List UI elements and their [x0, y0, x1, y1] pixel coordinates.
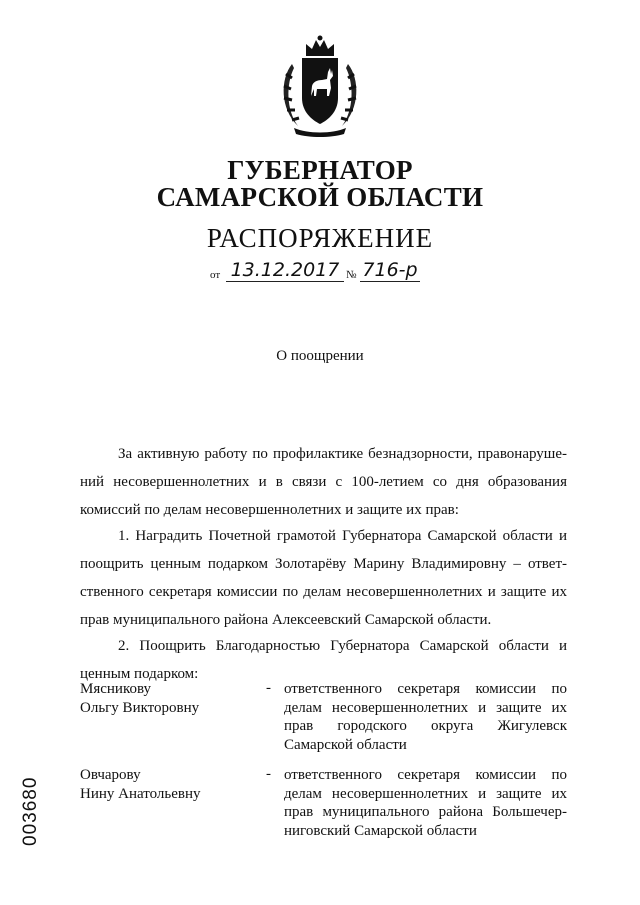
number-prefix-label: № — [346, 269, 357, 281]
document-type-title: РАСПОРЯЖЕНИЕ — [206, 223, 434, 253]
item1-line-4: прав муниципального района Алексеевский Самарской области. — [80, 612, 492, 628]
recipient-2-given-names: Нину Анатольевну — [80, 786, 201, 802]
intro-line-2: ний несовершеннолетних и в связи с 100-летием со дня образования — [80, 474, 567, 490]
recipient-1-role-line-3: прав городского округа Жигулевск — [284, 718, 567, 734]
recipient-1-role-line-4: Самарской области — [284, 736, 407, 753]
recipient-2-role — [284, 766, 567, 840]
samara-coat-of-arms-icon — [272, 34, 368, 138]
recipient-2-surname: Овчарову — [80, 767, 141, 783]
date-prefix-label: от — [210, 269, 221, 281]
item1-line-1: 1. Наградить Почетной грамотой Губернатора Самарской области и — [118, 528, 567, 544]
intro-line-3: комиссий по делам несовершеннолетних и защите их прав: — [80, 502, 459, 518]
recipient-1-role-line-1: ответственного секретаря комиссии по — [284, 681, 567, 697]
recipient-1-role — [284, 680, 567, 754]
recipient-1-role-line-2: делам несовершеннолетних и защите их — [284, 699, 567, 716]
recipient-2-role-line-2: делам несовершеннолетних и защите их — [284, 785, 567, 802]
recipient-1-name — [80, 680, 199, 718]
recipient-1-dash: - — [266, 680, 271, 696]
item2-line-1: 2. Поощрить Благодарностью Губернатора Самарской области и — [118, 638, 567, 654]
recipient-1-given-names: Ольгу Викторовну — [80, 700, 200, 716]
item1-line-3: ственного секретаря комиссии по делам несовершеннолетних и защите их — [80, 584, 567, 600]
item2-line-2: ценным подарком: — [80, 666, 199, 682]
authority-title-line1: ГУБЕРНАТОР — [227, 155, 413, 185]
margin-serial-number: 003680 — [20, 776, 41, 846]
handwritten-number: 716-р — [360, 259, 420, 282]
handwritten-date: 13.12.2017 — [226, 259, 344, 282]
order-subject: О поощрении — [276, 348, 364, 364]
date-and-number-line — [210, 259, 450, 285]
recipient-1-surname: Мясникову — [80, 681, 152, 697]
intro-line-1: За активную работу по профилактике безнадзорности, правонаруше- — [118, 446, 567, 462]
recipient-2-name — [80, 766, 201, 804]
recipient-2-role-line-1: ответственного секретаря комиссии по — [284, 767, 567, 783]
item1-line-2: поощрить ценным подарком Золотарёву Марину Владимировну – ответ- — [80, 556, 567, 572]
recipient-2-role-line-3: прав муниципального района Большечер- — [284, 804, 567, 820]
recipient-2-role-line-4: ниговский Самарской области — [284, 822, 477, 839]
authority-title-line2: САМАРСКОЙ ОБЛАСТИ — [156, 182, 484, 212]
recipient-2-dash: - — [266, 766, 271, 782]
